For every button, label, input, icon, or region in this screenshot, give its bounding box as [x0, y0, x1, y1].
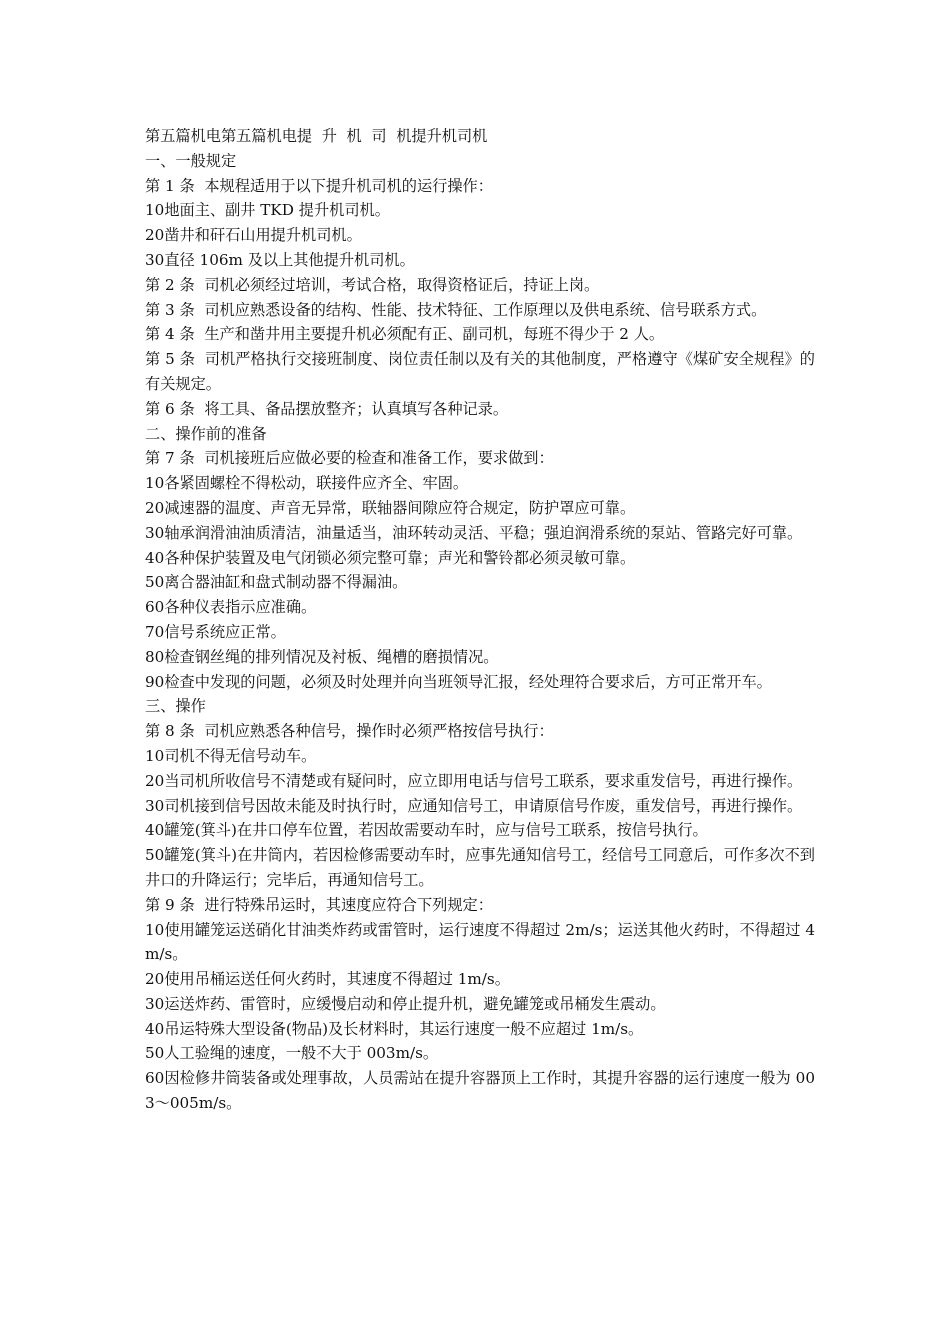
list-item: 20当司机所收信号不清楚或有疑问时，应立即用电话与信号工联系，要求重发信号，再进行操作。 [145, 771, 803, 790]
list-item: 40吊运特殊大型设备(物品)及长材料时，其运行速度一般不应超过 1m/s。 [145, 1019, 644, 1038]
list-item: 30轴承润滑油油质清洁，油量适当，油环转动灵活、平稳；强迫润滑系统的泵站、管路完好可靠。 [145, 523, 803, 542]
list-item: 40各种保护装置及电气闭锁必须完整可靠；声光和警铃都必须灵敏可靠。 [145, 548, 636, 567]
list-item: 30司机接到信号因故未能及时执行时，应通知信号工，申请原信号作废，重发信号，再进行操作。 [145, 796, 803, 815]
article: 第 6 条 将工具、备品摆放整齐；认真填写各种记录。 [145, 399, 509, 418]
list-item: 70信号系统应正常。 [145, 622, 286, 641]
article: 第 1 条 本规程适用于以下提升机司机的运行操作： [145, 176, 493, 195]
list-item: 40罐笼(箕斗)在井口停车位置，若因故需要动车时，应与信号工联系，按信号执行。 [145, 821, 708, 840]
article: 第 5 条 司机严格执行交接班制度、岗位责任制以及有关的其他制度，严格遵守《煤矿安全规程》的有关规定。 [145, 350, 815, 393]
article: 第 7 条 司机接班后应做必要的检查和准备工作，要求做到： [145, 449, 554, 468]
article: 第 9 条 进行特殊吊运时，其速度应符合下列规定： [145, 895, 493, 914]
article: 第 2 条 司机必须经过培训，考试合格，取得资格证后，持证上岗。 [145, 275, 600, 294]
list-item: 30运送炸药、雷管时，应缓慢启动和停止提升机，避免罐笼或吊桶发生震动。 [145, 994, 666, 1013]
article: 第 3 条 司机应熟悉设备的结构、性能、技术特征、工作原理以及供电系统、信号联系方式。 [145, 300, 767, 319]
document-title: 第五篇机电第五篇机电提 升 机 司 机提升机司机 [145, 127, 488, 145]
list-item: 10地面主、副井 TKD 提升机司机。 [145, 201, 390, 220]
section-heading: 二、操作前的准备 [145, 424, 267, 443]
list-item: 20减速器的温度、声音无异常，联轴器间隙应符合规定，防护罩应可靠。 [145, 498, 636, 517]
list-item: 60各种仪表指示应准确。 [145, 598, 317, 617]
list-item: 50罐笼(箕斗)在井筒内，若因检修需要动车时，应事先通知信号工，经信号工同意后，可作多次不到井口的升降运行；完毕后，再通知信号工。 [145, 846, 815, 889]
article: 第 8 条 司机应熟悉各种信号，操作时必须严格按信号执行： [145, 722, 554, 741]
list-item: 30直径 106m 及以上其他提升机司机。 [145, 250, 415, 269]
list-item: 20使用吊桶运送任何火药时，其速度不得超过 1m/s。 [145, 970, 510, 989]
list-item: 10司机不得无信号动车。 [145, 746, 317, 765]
document-page [145, 124, 815, 1116]
list-item: 50人工验绳的速度，一般不大于 003m/s。 [145, 1044, 439, 1063]
list-item: 80检查钢丝绳的排列情况及衬板、绳槽的磨损情况。 [145, 647, 499, 666]
list-item: 50离合器油缸和盘式制动器不得漏油。 [145, 573, 408, 592]
section-heading: 一、一般规定 [145, 151, 237, 170]
list-item: 20凿井和矸石山用提升机司机。 [145, 226, 362, 245]
section-heading: 三、操作 [145, 697, 206, 716]
list-item: 60因检修井筒装备或处理事故，人员需站在提升容器顶上工作时，其提升容器的运行速度一般为 003～005m/s。 [145, 1069, 815, 1113]
list-item: 90检查中发现的问题，必须及时处理并向当班领导汇报，经处理符合要求后，方可正常开车。 [145, 672, 772, 691]
list-item: 10使用罐笼运送硝化甘油类炸药或雷管时，运行速度不得超过 2m/s；运送其他火药时，不得超过 4m/s。 [145, 920, 815, 964]
article: 第 4 条 生产和凿井用主要提升机必须配有正、副司机，每班不得少于 2 人。 [145, 325, 665, 344]
list-item: 10各紧固螺栓不得松动，联接件应齐全、牢固。 [145, 474, 469, 493]
